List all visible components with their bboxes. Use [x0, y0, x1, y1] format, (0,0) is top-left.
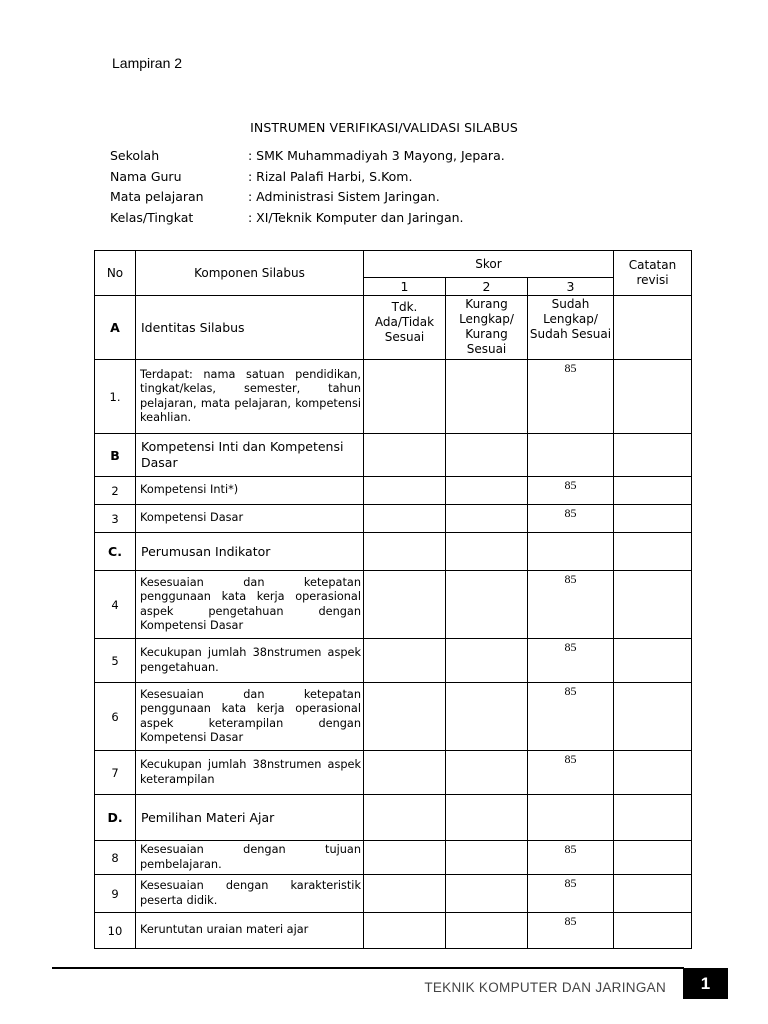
info-value: : XI/Teknik Komputer dan Jaringan.: [248, 209, 464, 225]
row-number: 5: [95, 639, 136, 683]
header-no: No: [95, 251, 136, 296]
info-label: Sekolah: [110, 148, 160, 163]
empty-score-cell: [364, 751, 446, 795]
empty-score-cell: [446, 795, 528, 841]
table-row: [95, 477, 692, 505]
empty-score-cell: [364, 795, 446, 841]
table-row: [95, 751, 692, 795]
empty-score-cell: [364, 639, 446, 683]
empty-score-cell: [446, 434, 528, 477]
section-title: Kompetensi Inti dan Kompetensi Dasar: [136, 434, 364, 477]
revision-note-cell: [614, 841, 692, 875]
revision-note-cell: [614, 360, 692, 434]
info-value: : Rizal Palafi Harbi, S.Kom.: [248, 168, 413, 184]
skor-1-header: 1: [364, 278, 446, 296]
score-cell: 85: [528, 639, 614, 683]
row-number: D.: [95, 795, 136, 841]
empty-score-cell: [528, 533, 614, 571]
section-title: Perumusan Indikator: [136, 533, 364, 571]
section-row: [95, 533, 692, 571]
scale-label-3: Sudah Lengkap/ Sudah Sesuai: [528, 296, 614, 360]
empty-score-cell: [364, 875, 446, 913]
component-description: Kesesuaian dengan tujuan pembelajaran.: [136, 841, 364, 875]
score-cell: 85: [528, 505, 614, 533]
empty-score-cell: [446, 360, 528, 434]
footer-rule: [52, 967, 684, 969]
row-number: 9: [95, 875, 136, 913]
revision-note-cell: [614, 913, 692, 949]
revision-note-cell: [614, 875, 692, 913]
empty-score-cell: [446, 683, 528, 751]
revision-note-cell: [614, 434, 692, 477]
info-block: [110, 148, 505, 230]
section-row: [95, 434, 692, 477]
row-number: B: [95, 434, 136, 477]
component-description: Kesesuaian dan ketepatan penggunaan kata kerja operasional aspek keterampilan dengan Kompetensi Dasar: [136, 683, 364, 751]
footer-text: TEKNIK KOMPUTER DAN JARINGAN: [424, 980, 666, 995]
score-cell: 85: [528, 913, 614, 949]
empty-score-cell: [364, 683, 446, 751]
component-description: Kesesuaian dengan karakteristik peserta didik.: [136, 875, 364, 913]
scale-label-1: Tdk. Ada/Tidak Sesuai: [364, 296, 446, 360]
score-cell: 85: [528, 875, 614, 913]
row-number: 6: [95, 683, 136, 751]
empty-score-cell: [364, 434, 446, 477]
row-number: 2: [95, 477, 136, 505]
row-number: 3: [95, 505, 136, 533]
empty-score-cell: [528, 795, 614, 841]
info-value: : SMK Muhammadiyah 3 Mayong, Jepara.: [248, 148, 505, 163]
table-row: [95, 841, 692, 875]
component-description: Kecukupan jumlah 38nstrumen aspek keterampilan: [136, 751, 364, 795]
skor-2-header: 2: [446, 278, 528, 296]
empty-score-cell: [446, 841, 528, 875]
skor-3-header: 3: [528, 278, 614, 296]
table-row: [95, 639, 692, 683]
revision-note-cell: [614, 683, 692, 751]
revision-note-cell: [614, 477, 692, 505]
empty-score-cell: [446, 913, 528, 949]
header-skor: Skor: [364, 251, 614, 278]
info-row-sekolah: [110, 148, 505, 169]
header-catatan: Catatan revisi: [614, 251, 692, 296]
row-number: 1.: [95, 360, 136, 434]
revision-note-cell: [614, 571, 692, 639]
table-row: [95, 913, 692, 949]
section-row: [95, 795, 692, 841]
score-cell: 85: [528, 683, 614, 751]
empty-score-cell: [446, 639, 528, 683]
section-row: [95, 296, 692, 360]
section-title: Pemilihan Materi Ajar: [136, 795, 364, 841]
score-cell: 85: [528, 477, 614, 505]
empty-score-cell: [364, 533, 446, 571]
section-title: Identitas Silabus: [136, 296, 364, 360]
empty-score-cell: [446, 751, 528, 795]
validation-table: [94, 250, 692, 949]
empty-score-cell: [446, 505, 528, 533]
table-row: [95, 505, 692, 533]
row-number: A: [95, 296, 136, 360]
header-row: [95, 251, 692, 278]
score-cell: 85: [528, 571, 614, 639]
revision-note-cell: [614, 751, 692, 795]
empty-score-cell: [446, 477, 528, 505]
table-row: [95, 875, 692, 913]
empty-score-cell: [364, 477, 446, 505]
revision-note-cell: [614, 795, 692, 841]
info-value: : Administrasi Sistem Jaringan.: [248, 189, 440, 204]
info-label: Mata pelajaran: [110, 189, 204, 204]
empty-score-cell: [364, 841, 446, 875]
scale-label-2: Kurang Lengkap/ Kurang Sesuai: [446, 296, 528, 360]
table-row: [95, 683, 692, 751]
score-cell: 85: [528, 360, 614, 434]
score-cell: 85: [528, 751, 614, 795]
empty-score-cell: [446, 571, 528, 639]
table-row: [95, 360, 692, 434]
revision-note-cell: [614, 505, 692, 533]
component-description: Kompetensi Inti*): [136, 477, 364, 505]
empty-score-cell: [364, 360, 446, 434]
component-description: Keruntutan uraian materi ajar: [136, 913, 364, 949]
info-row-nama-guru: [110, 169, 505, 190]
empty-score-cell: [528, 434, 614, 477]
page-number: 1: [683, 968, 728, 999]
empty-score-cell: [364, 571, 446, 639]
row-number: 10: [95, 913, 136, 949]
component-description: Terdapat: nama satuan pendidikan, tingkat/kelas, semester, tahun pelajaran, mata pelajaran, kompetensi keahlian.: [136, 360, 364, 434]
component-description: Kesesuaian dan ketepatan penggunaan kata kerja operasional aspek pengetahuan dengan Kompetensi Dasar: [136, 571, 364, 639]
info-row-mata-pelajaran: [110, 189, 505, 210]
row-number: 4: [95, 571, 136, 639]
header-komponen: Komponen Silabus: [136, 251, 364, 296]
document-title: INSTRUMEN VERIFIKASI/VALIDASI SILABUS: [250, 120, 518, 135]
info-label: Nama Guru: [110, 168, 182, 184]
table-row: [95, 571, 692, 639]
attachment-label: Lampiran 2: [112, 55, 183, 71]
empty-score-cell: [364, 505, 446, 533]
revision-note-cell: [614, 296, 692, 360]
revision-note-cell: [614, 533, 692, 571]
score-cell: 85: [528, 841, 614, 875]
component-description: Kecukupan jumlah 38nstrumen aspek pengetahuan.: [136, 639, 364, 683]
row-number: C.: [95, 533, 136, 571]
empty-score-cell: [446, 533, 528, 571]
component-description: Kompetensi Dasar: [136, 505, 364, 533]
empty-score-cell: [364, 913, 446, 949]
row-number: 8: [95, 841, 136, 875]
info-label: Kelas/Tingkat: [110, 209, 194, 225]
info-row-kelas: [110, 210, 505, 231]
revision-note-cell: [614, 639, 692, 683]
empty-score-cell: [446, 875, 528, 913]
row-number: 7: [95, 751, 136, 795]
